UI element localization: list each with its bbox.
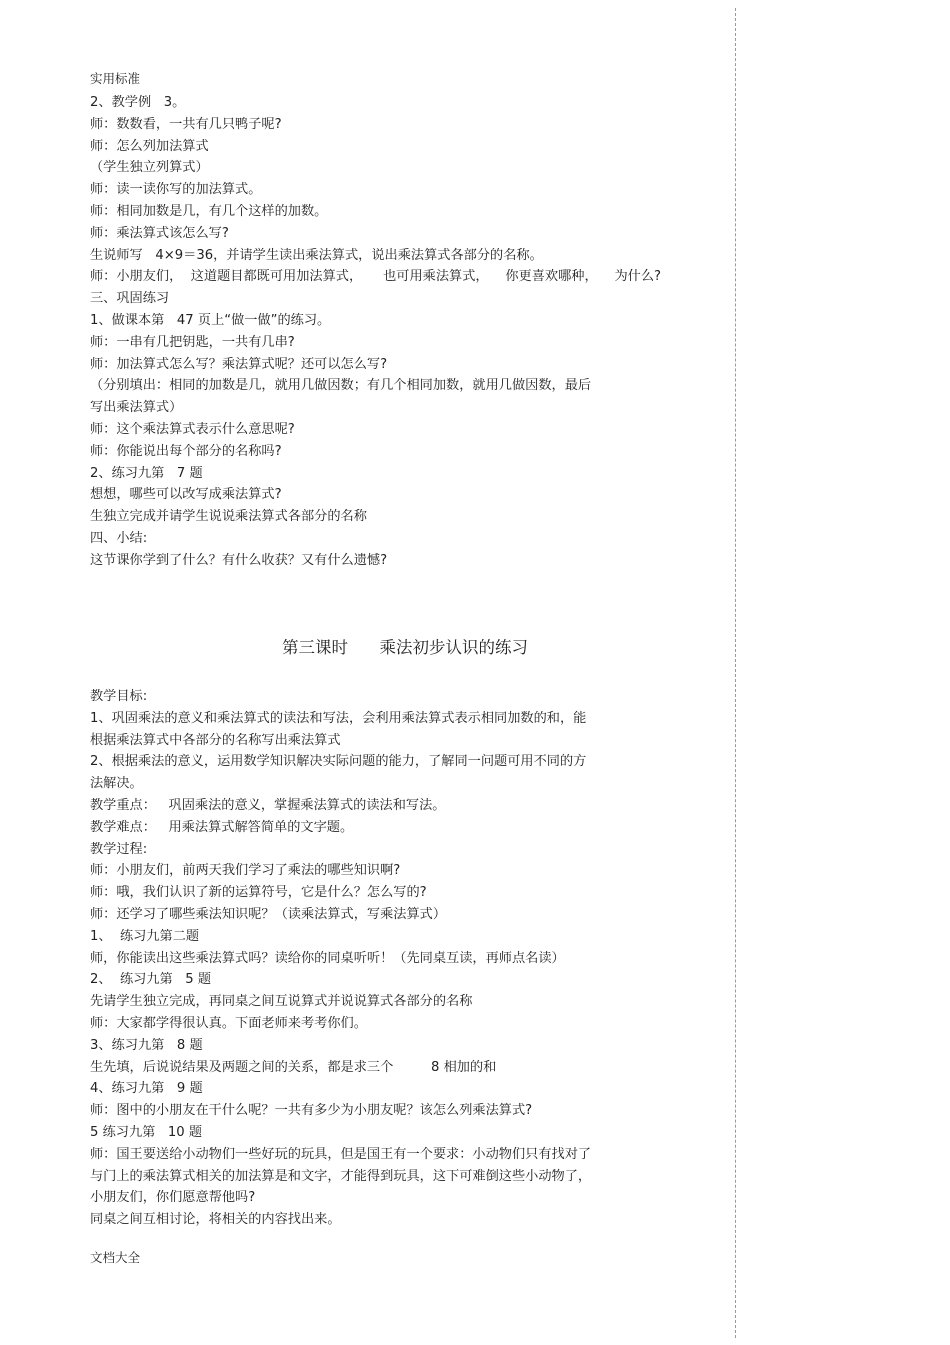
- text-line: 师：国王要送给小动物们一些好玩的玩具，但是国王有一个要求：小动物们只有找对了: [90, 1146, 592, 1162]
- text-line: （分别填出：相同的加数是几，就用几做因数；有几个相同加数，就用几做因数，最后: [90, 378, 592, 394]
- text-line: 生说师写 4×9＝36，并请学生读出乘法算式，说出乘法算式各部分的名称。: [90, 247, 543, 263]
- text-line: 4、练习九第 9 题: [90, 1081, 203, 1097]
- text-line: 先请学生独立完成，再同桌之间互说算式并说说算式各部分的名称: [90, 994, 473, 1010]
- text-line: 同桌之间互相讨论，将相关的内容找出来。: [90, 1212, 341, 1228]
- text-line: 师：乘法算式该怎么写?: [90, 225, 229, 241]
- text-line: 师：你能说出每个部分的名称吗?: [90, 443, 282, 459]
- text-line: 师：小朋友们， 这道题目都既可用加法算式， 也可用乘法算式， 你更喜欢哪种， 为什么?: [90, 269, 661, 285]
- page-header-label: 实用标准: [90, 71, 141, 86]
- text-line: 2、教学例 3。: [90, 95, 186, 110]
- text-line: 师：这个乘法算式表示什么意思呢?: [90, 421, 295, 437]
- text-line: 2、 练习九第 5 题: [90, 972, 212, 988]
- text-line: 师：一串有几把钥匙，一共有几串?: [90, 334, 295, 350]
- lesson-two-section: [90, 92, 720, 572]
- text-line: 1、 练习九第二题: [90, 928, 200, 944]
- text-line: 生先填，后说说结果及两题之间的关系，都是求三个 8 相加的和: [90, 1059, 497, 1075]
- text-line: 师：加法算式怎么写？乘法算式呢？还可以怎么写?: [90, 356, 388, 372]
- text-line: 3、练习九第 8 题: [90, 1037, 203, 1053]
- text-line: 写出乘法算式）: [90, 400, 183, 416]
- text-line: 5 练习九第 10 题: [90, 1124, 203, 1140]
- section-heading: 四、小结:: [90, 530, 148, 546]
- text-line: 法解决。: [90, 776, 143, 792]
- lesson-three-section: [90, 686, 720, 1231]
- text-line: 师：怎么列加法算式: [90, 138, 209, 154]
- text-line: 2、练习九第 7 题: [90, 465, 203, 481]
- text-line: 师：图中的小朋友在干什么呢？一共有多少为小朋友呢？该怎么列乘法算式?: [90, 1103, 533, 1119]
- margin-dashed-rule: [735, 8, 736, 1338]
- page-footer-label: 文档大全: [90, 1250, 141, 1265]
- text-line: 师：相同加数是几，有几个这样的加数。: [90, 203, 328, 219]
- text-line: 师：哦，我们认识了新的运算符号，它是什么？怎么写的?: [90, 885, 427, 901]
- text-line: 根据乘法算式中各部分的名称写出乘法算式: [90, 732, 341, 748]
- text-line: 师：小朋友们，前两天我们学习了乘法的哪些知识啊?: [90, 863, 401, 879]
- section-heading: 三、巩固练习: [90, 291, 170, 307]
- text-line: 1、做课本第 47 页上“做一做”的练习。: [90, 312, 331, 328]
- text-line: （学生独立列算式）: [90, 160, 209, 176]
- text-line: 教学难点： 用乘法算式解答简单的文字题。: [90, 819, 354, 835]
- text-line: 1、巩固乘法的意义和乘法算式的读法和写法，会利用乘法算式表示相同加数的和，能: [90, 710, 587, 726]
- text-line: 师：读一读你写的加法算式。: [90, 182, 262, 198]
- lesson-title: 第三课时 乘法初步认识的练习: [282, 638, 528, 657]
- text-line: 生独立完成并请学生说说乘法算式各部分的名称: [90, 509, 367, 525]
- text-line: 与门上的乘法算式相关的加法算是和文字，才能得到玩具，这下可难倒这些小动物了，: [90, 1168, 592, 1184]
- text-line: 想想，哪些可以改写成乘法算式?: [90, 487, 282, 503]
- section-heading: 教学过程:: [90, 841, 148, 857]
- section-heading: 教学目标:: [90, 689, 148, 704]
- text-line: 小朋友们，你们愿意帮他吗?: [90, 1190, 256, 1206]
- text-line: 师：还学习了哪些乘法知识呢？（读乘法算式，写乘法算式）: [90, 906, 447, 922]
- text-line: 2、根据乘法的意义，运用数学知识解决实际问题的能力，了解同一问题可用不同的方: [90, 754, 587, 770]
- text-line: 师，你能读出这些乘法算式吗？读给你的同桌听听！（先同桌互读，再师点名读）: [90, 950, 565, 966]
- text-line: 教学重点： 巩固乘法的意义，掌握乘法算式的读法和写法。: [90, 797, 446, 813]
- text-line: 师：数数看，一共有几只鸭子呢?: [90, 116, 282, 132]
- text-line: 师：大家都学得很认真。下面老师来考考你们。: [90, 1015, 367, 1031]
- text-line: 这节课你学到了什么？有什么收获？又有什么遗憾?: [90, 552, 388, 568]
